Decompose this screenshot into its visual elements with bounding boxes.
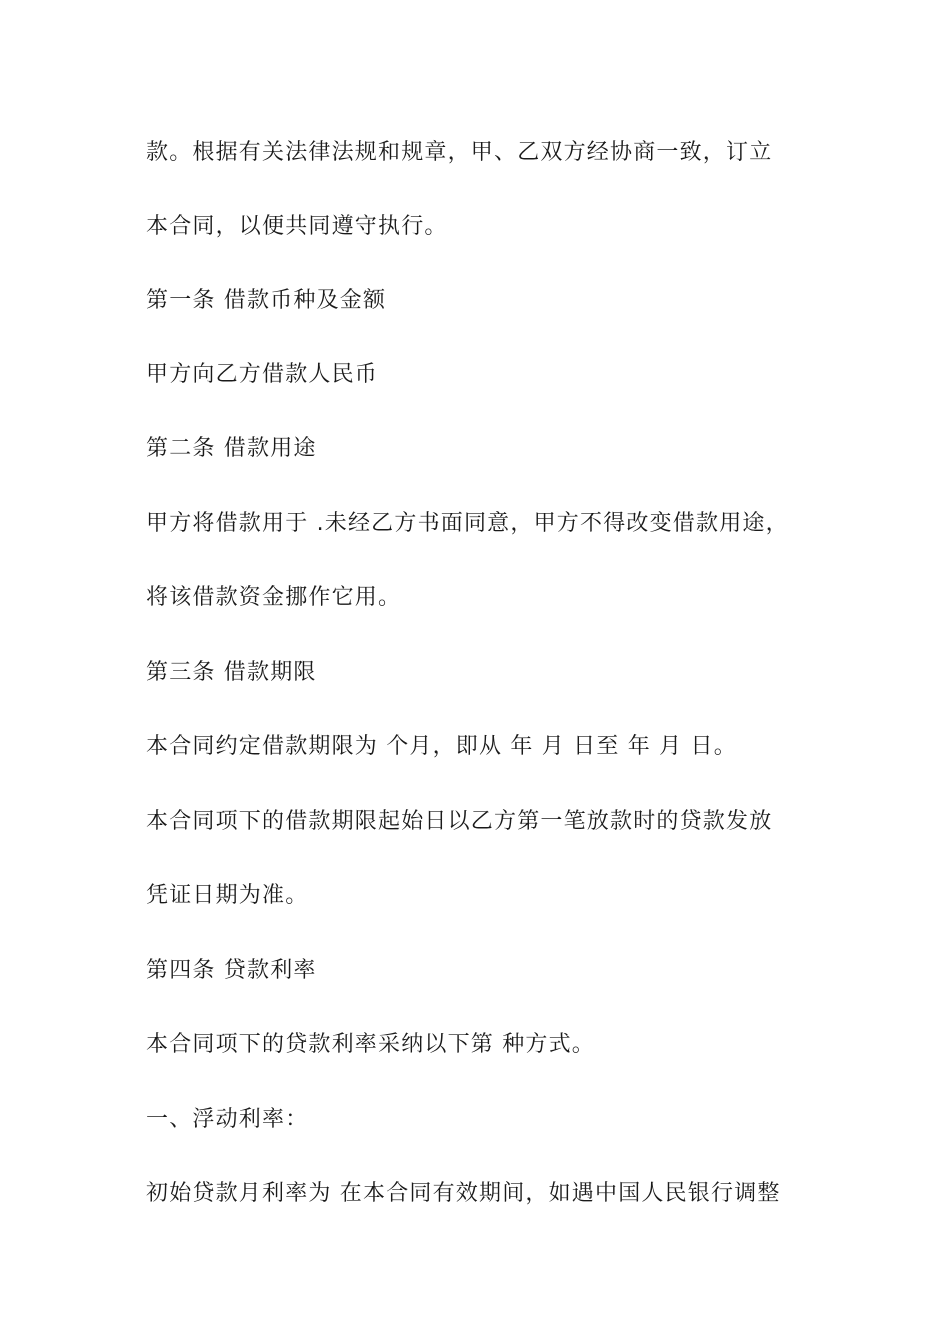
section-heading: 第一条 借款币种及金额 [146, 288, 387, 313]
paragraph-line: 本合同约定借款期限为 个月，即从 年 月 日至 年 月 日。 [146, 734, 737, 759]
paragraph-line: 款。根据有关法律法规和规章，甲、乙双方经协商一致，订立 [146, 140, 773, 165]
paragraph-line: 初始贷款月利率为 在本合同有效期间，如遇中国人民银行调整 [146, 1181, 781, 1206]
paragraph-line: 甲方将借款用于 .未经乙方书面同意，甲方不得改变借款用途， [146, 511, 789, 536]
paragraph-line: 本合同项下的贷款利率采纳以下第 种方式。 [146, 1032, 595, 1057]
section-heading: 第四条 贷款利率 [146, 958, 317, 983]
paragraph-line: 将该借款资金挪作它用。 [146, 585, 402, 610]
section-heading: 第三条 借款期限 [146, 660, 317, 685]
paragraph-line: 本合同项下的借款期限起始日以乙方第一笔放款时的贷款发放 [146, 809, 773, 834]
paragraph-line: 甲方向乙方借款人民币 [146, 362, 379, 387]
paragraph-line: 凭证日期为准。 [146, 883, 309, 908]
paragraph-line: 一、浮动利率： [146, 1107, 309, 1132]
paragraph-line: 本合同，以便共同遵守执行。 [146, 214, 448, 239]
section-heading: 第二条 借款用途 [146, 436, 317, 461]
